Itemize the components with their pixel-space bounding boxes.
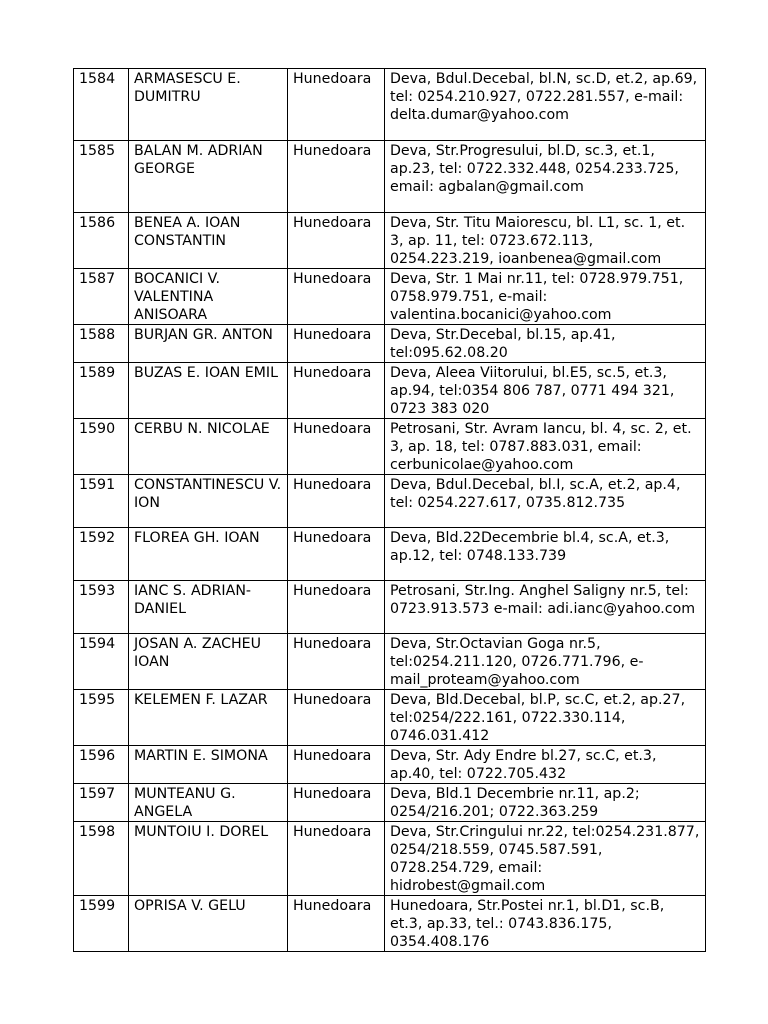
table-row bbox=[74, 419, 706, 475]
table-row bbox=[74, 822, 706, 896]
record-number: 1596 bbox=[74, 746, 129, 784]
contact-details: Hunedoara, Str.Postei nr.1, bl.D1, sc.B, et.3, ap.33, tel.: 0743.836.175, 0354.408.176 bbox=[385, 896, 706, 952]
record-number: 1591 bbox=[74, 475, 129, 528]
contact-details: Deva, Str.Octavian Goga nr.5, tel:0254.211.120, 0726.771.796, e-mail_proteam@yahoo.com bbox=[385, 634, 706, 690]
contact-details: Deva, Str. 1 Mai nr.11, tel: 0728.979.751, 0758.979.751, e-mail: valentina.bocanici@yahoo.com bbox=[385, 269, 706, 325]
table-row bbox=[74, 475, 706, 528]
person-name: BALAN M. ADRIAN GEORGE bbox=[129, 141, 288, 213]
county-name: Hunedoara bbox=[288, 325, 385, 363]
county-name: Hunedoara bbox=[288, 475, 385, 528]
contact-details: Deva, Bld.22Decembrie bl.4, sc.A, et.3, ap.12, tel: 0748.133.739 bbox=[385, 528, 706, 581]
contact-details: Deva, Str.Cringului nr.22, tel:0254.231.877, 0254/218.559, 0745.587.591, 0728.254.729, email: hidrobest@gmail.com bbox=[385, 822, 706, 896]
county-name: Hunedoara bbox=[288, 363, 385, 419]
record-number: 1588 bbox=[74, 325, 129, 363]
contact-details: Deva, Bld.Decebal, bl.P, sc.C, et.2, ap.27, tel:0254/222.161, 0722.330.114, 0746.031.412 bbox=[385, 690, 706, 746]
record-number: 1587 bbox=[74, 269, 129, 325]
person-name: KELEMEN F. LAZAR bbox=[129, 690, 288, 746]
person-name: MUNTEANU G. ANGELA bbox=[129, 784, 288, 822]
contact-details: Deva, Bld.1 Decembrie nr.11, ap.2; 0254/216.201; 0722.363.259 bbox=[385, 784, 706, 822]
county-name: Hunedoara bbox=[288, 141, 385, 213]
record-number: 1598 bbox=[74, 822, 129, 896]
record-number: 1593 bbox=[74, 581, 129, 634]
registry-rows bbox=[74, 69, 706, 952]
table-row bbox=[74, 269, 706, 325]
county-name: Hunedoara bbox=[288, 269, 385, 325]
person-name: MARTIN E. SIMONA bbox=[129, 746, 288, 784]
county-name: Hunedoara bbox=[288, 822, 385, 896]
table-row bbox=[74, 141, 706, 213]
record-number: 1595 bbox=[74, 690, 129, 746]
contact-details: Deva, Bdul.Decebal, bl.I, sc.A, et.2, ap.4, tel: 0254.227.617, 0735.812.735 bbox=[385, 475, 706, 528]
person-name: ARMASESCU E. DUMITRU bbox=[129, 69, 288, 141]
table-row bbox=[74, 213, 706, 269]
county-name: Hunedoara bbox=[288, 746, 385, 784]
county-name: Hunedoara bbox=[288, 213, 385, 269]
person-name: CERBU N. NICOLAE bbox=[129, 419, 288, 475]
contact-details: Deva, Aleea Viitorului, bl.E5, sc.5, et.3, ap.94, tel:0354 806 787, 0771 494 321, 0723 383 020 bbox=[385, 363, 706, 419]
contact-details: Deva, Str.Progresului, bl.D, sc.3, et.1, ap.23, tel: 0722.332.448, 0254.233.725, email: agbalan@gmail.com bbox=[385, 141, 706, 213]
county-name: Hunedoara bbox=[288, 784, 385, 822]
person-name: BOCANICI V. VALENTINA ANISOARA bbox=[129, 269, 288, 325]
contact-details: Deva, Str. Titu Maiorescu, bl. L1, sc. 1, et. 3, ap. 11, tel: 0723.672.113, 0254.223.219, ioanbenea@gmail.com bbox=[385, 213, 706, 269]
record-number: 1594 bbox=[74, 634, 129, 690]
table-row bbox=[74, 325, 706, 363]
table-row bbox=[74, 896, 706, 952]
table-row bbox=[74, 581, 706, 634]
county-name: Hunedoara bbox=[288, 690, 385, 746]
record-number: 1589 bbox=[74, 363, 129, 419]
county-name: Hunedoara bbox=[288, 419, 385, 475]
county-name: Hunedoara bbox=[288, 581, 385, 634]
person-name: BUZAS E. IOAN EMIL bbox=[129, 363, 288, 419]
contact-details: Deva, Str. Ady Endre bl.27, sc.C, et.3, ap.40, tel: 0722.705.432 bbox=[385, 746, 706, 784]
contact-details: Deva, Bdul.Decebal, bl.N, sc.D, et.2, ap.69, tel: 0254.210.927, 0722.281.557, e-mail: delta.dumar@yahoo.com bbox=[385, 69, 706, 141]
record-number: 1599 bbox=[74, 896, 129, 952]
table-row bbox=[74, 784, 706, 822]
person-name: IANC S. ADRIAN-DANIEL bbox=[129, 581, 288, 634]
county-name: Hunedoara bbox=[288, 896, 385, 952]
county-name: Hunedoara bbox=[288, 634, 385, 690]
contact-details: Deva, Str.Decebal, bl.15, ap.41, tel:095.62.08.20 bbox=[385, 325, 706, 363]
record-number: 1584 bbox=[74, 69, 129, 141]
person-name: OPRISA V. GELU bbox=[129, 896, 288, 952]
table-row bbox=[74, 746, 706, 784]
person-name: BURJAN GR. ANTON bbox=[129, 325, 288, 363]
record-number: 1597 bbox=[74, 784, 129, 822]
table-row bbox=[74, 634, 706, 690]
person-name: BENEA A. IOAN CONSTANTIN bbox=[129, 213, 288, 269]
person-name: CONSTANTINESCU V. ION bbox=[129, 475, 288, 528]
table-row bbox=[74, 528, 706, 581]
person-name: FLOREA GH. IOAN bbox=[129, 528, 288, 581]
table-row bbox=[74, 363, 706, 419]
record-number: 1586 bbox=[74, 213, 129, 269]
record-number: 1585 bbox=[74, 141, 129, 213]
county-name: Hunedoara bbox=[288, 69, 385, 141]
contact-details: Petrosani, Str.Ing. Anghel Saligny nr.5, tel: 0723.913.573 e-mail: adi.ianc@yahoo.com bbox=[385, 581, 706, 634]
record-number: 1592 bbox=[74, 528, 129, 581]
registry-table bbox=[73, 68, 706, 952]
contact-details: Petrosani, Str. Avram Iancu, bl. 4, sc. 2, et. 3, ap. 18, tel: 0787.883.031, email: cerbunicolae@yahoo.com bbox=[385, 419, 706, 475]
table-row bbox=[74, 69, 706, 141]
county-name: Hunedoara bbox=[288, 528, 385, 581]
person-name: JOSAN A. ZACHEU IOAN bbox=[129, 634, 288, 690]
table-row bbox=[74, 690, 706, 746]
record-number: 1590 bbox=[74, 419, 129, 475]
person-name: MUNTOIU I. DOREL bbox=[129, 822, 288, 896]
